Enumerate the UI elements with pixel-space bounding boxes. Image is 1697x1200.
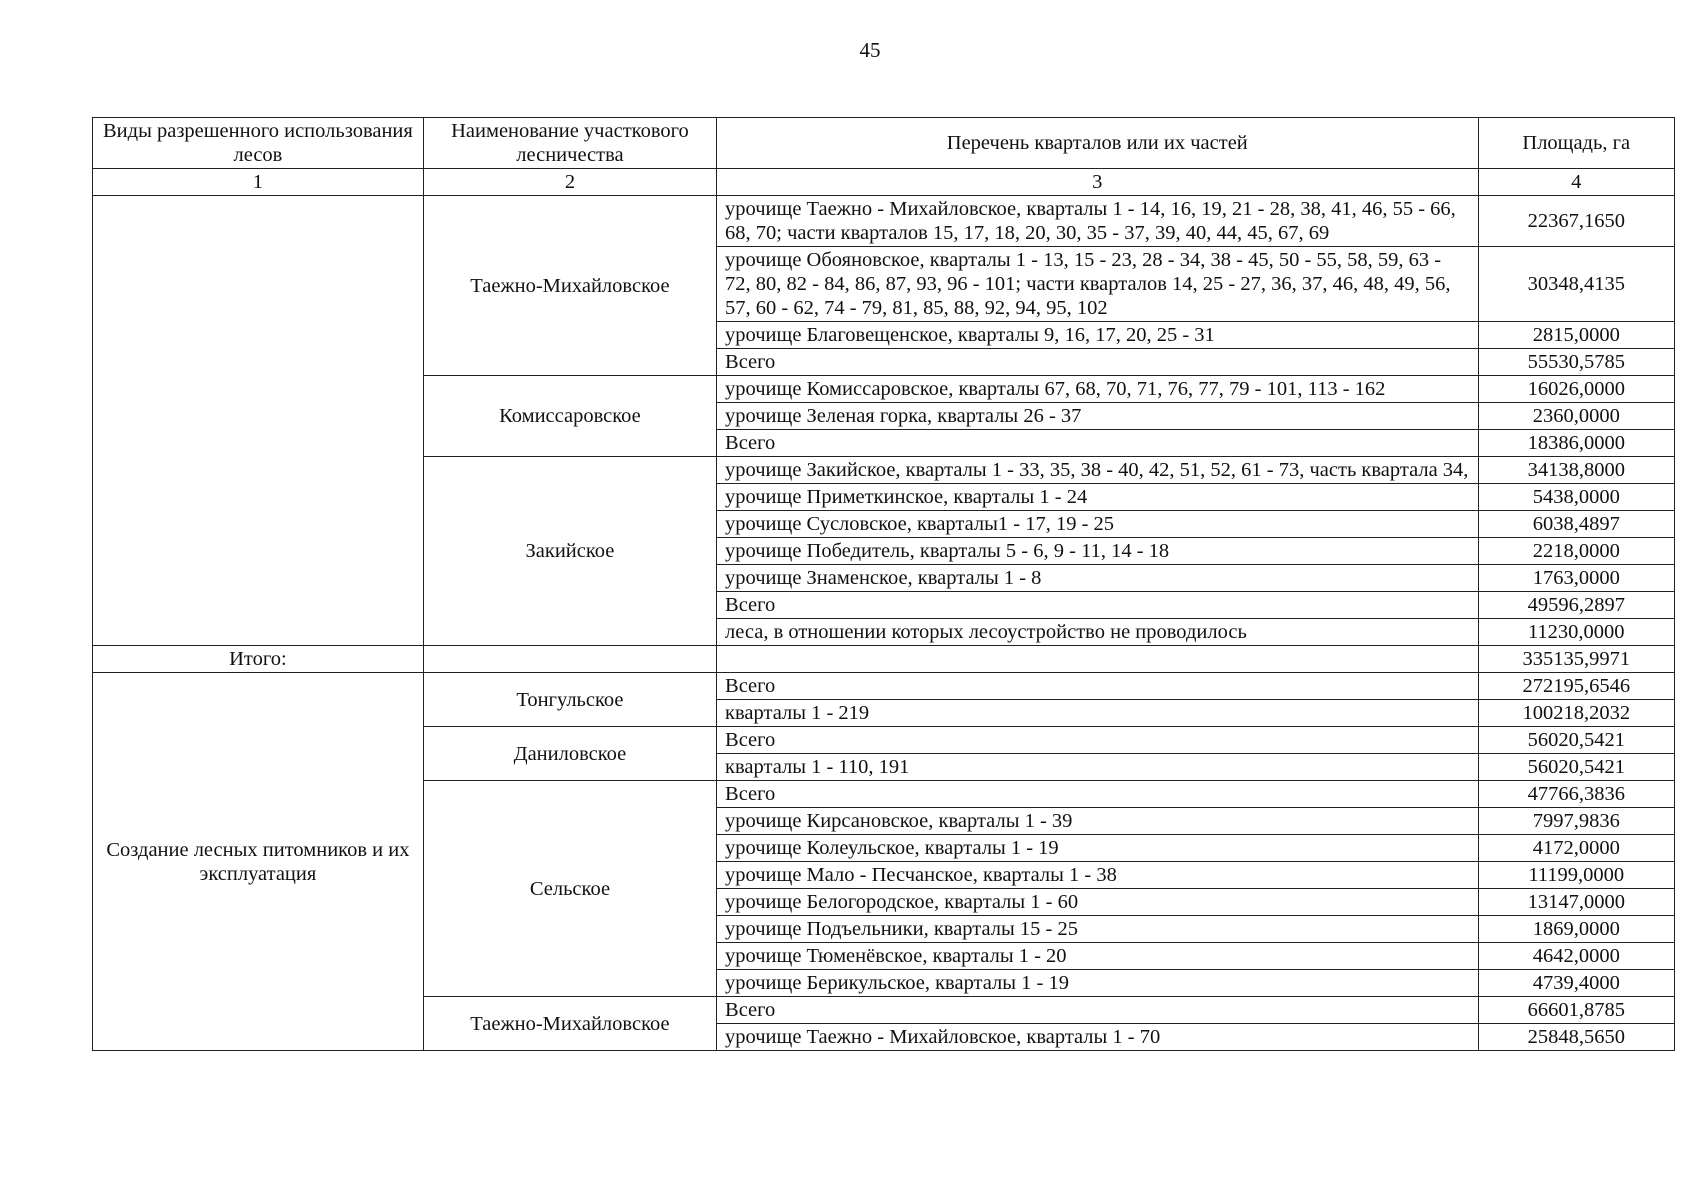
quarters-cell: урочище Мало - Песчанское, кварталы 1 - 38 [717,862,1478,889]
area-cell: 1869,0000 [1478,916,1675,943]
use-type-cell: Создание лесных питомников и их эксплуатация [93,673,424,1051]
header-use-type: Виды разрешенного использования лесов [93,118,424,169]
quarters-cell: урочище Приметкинское, кварталы 1 - 24 [717,484,1478,511]
area-cell: 4642,0000 [1478,943,1675,970]
header-row [93,118,1675,169]
area-cell: 2815,0000 [1478,322,1675,349]
area-cell: 11199,0000 [1478,862,1675,889]
area-cell: 2218,0000 [1478,538,1675,565]
quarters-cell: Всего [717,727,1478,754]
quarters-cell: урочище Сусловское, кварталы1 - 17, 19 - 25 [717,511,1478,538]
header-quarters-list: Перечень кварталов или их частей [717,118,1478,169]
area-cell: 4172,0000 [1478,835,1675,862]
quarters-cell: Всего [717,781,1478,808]
area-cell: 13147,0000 [1478,889,1675,916]
quarters-cell: леса, в отношении которых лесоустройство не проводилось [717,619,1478,646]
quarters-cell: урочище Зеленая горка, кварталы 26 - 37 [717,403,1478,430]
header-forestry-name: Наименование участкового лесничества [423,118,716,169]
quarters-cell: кварталы 1 - 110, 191 [717,754,1478,781]
area-cell: 66601,8785 [1478,997,1675,1024]
area-cell: 5438,0000 [1478,484,1675,511]
page-number: 45 [859,38,881,62]
area-cell: 49596,2897 [1478,592,1675,619]
header-area: Площадь, га [1478,118,1675,169]
quarters-cell: урочище Белогородское, кварталы 1 - 60 [717,889,1478,916]
area-cell: 18386,0000 [1478,430,1675,457]
total-row [93,646,1675,673]
quarters-cell: Всего [717,430,1478,457]
quarters-cell: урочище Благовещенское, кварталы 9, 16, 17, 20, 25 - 31 [717,322,1478,349]
quarters-cell: урочище Комиссаровское, кварталы 67, 68, 70, 71, 76, 77, 79 - 101, 113 - 162 [717,376,1478,403]
area-cell: 56020,5421 [1478,727,1675,754]
empty-cell [717,646,1478,673]
empty-cell [423,646,716,673]
area-cell: 6038,4897 [1478,511,1675,538]
column-number-row [93,169,1675,196]
forestry-name: Таежно-Михайловское [423,997,716,1051]
area-cell: 11230,0000 [1478,619,1675,646]
area-cell: 7997,9836 [1478,808,1675,835]
area-cell: 272195,6546 [1478,673,1675,700]
area-cell: 56020,5421 [1478,754,1675,781]
quarters-cell: урочище Колеульское, кварталы 1 - 19 [717,835,1478,862]
column-number: 4 [1478,169,1675,196]
quarters-cell: урочище Обояновское, кварталы 1 - 13, 15 - 23, 28 - 34, 38 - 45, 50 - 55, 58, 59, 63 - 72, 80, 82 - 84, 86, 87, 93, 96 - 101; части кварталов 14, 25 - 27, 36, 37, 46, 48, 49, 56, 57, 60 - 62, 74 - 79, 81, 85, 88, 92, 94, 95, 102 [717,247,1478,322]
area-cell: 22367,1650 [1478,196,1675,247]
forestry-name: Сельское [423,781,716,997]
forestry-name: Комиссаровское [423,376,716,457]
area-cell: 100218,2032 [1478,700,1675,727]
area-cell: 30348,4135 [1478,247,1675,322]
forestry-name: Закийское [423,457,716,646]
area-cell: 4739,4000 [1478,970,1675,997]
quarters-cell: урочище Закийское, кварталы 1 - 33, 35, 38 - 40, 42, 51, 52, 61 - 73, часть квартала 34, [717,457,1478,484]
quarters-cell: урочище Победитель, кварталы 5 - 6, 9 - 11, 14 - 18 [717,538,1478,565]
column-number: 2 [423,169,716,196]
quarters-cell: урочище Берикульское, кварталы 1 - 19 [717,970,1478,997]
forestry-name: Таежно-Михайловское [423,196,716,376]
quarters-cell: Всего [717,592,1478,619]
quarters-cell: урочище Подъельники, кварталы 15 - 25 [717,916,1478,943]
quarters-cell: урочище Кирсановское, кварталы 1 - 39 [717,808,1478,835]
column-number: 1 [93,169,424,196]
use-type-cell-empty [93,196,424,646]
total-label: Итого: [93,646,424,673]
forestry-name: Даниловское [423,727,716,781]
area-cell: 47766,3836 [1478,781,1675,808]
table-row [93,196,1675,247]
forestry-name: Тонгульское [423,673,716,727]
quarters-cell: Всего [717,349,1478,376]
area-cell: 25848,5650 [1478,1024,1675,1051]
quarters-cell: урочище Таежно - Михайловское, кварталы 1 - 14, 16, 19, 21 - 28, 38, 41, 46, 55 - 66, 68, 70; части кварталов 15, 17, 18, 20, 30, 35 - 37, 39, 40, 44, 45, 67, 69 [717,196,1478,247]
forest-use-table [92,117,1675,1051]
area-cell: 34138,8000 [1478,457,1675,484]
area-cell: 1763,0000 [1478,565,1675,592]
area-cell: 55530,5785 [1478,349,1675,376]
column-number: 3 [717,169,1478,196]
quarters-cell: кварталы 1 - 219 [717,700,1478,727]
area-cell: 2360,0000 [1478,403,1675,430]
quarters-cell: урочище Знаменское, кварталы 1 - 8 [717,565,1478,592]
quarters-cell: урочище Таежно - Михайловское, кварталы 1 - 70 [717,1024,1478,1051]
quarters-cell: урочище Тюменёвское, кварталы 1 - 20 [717,943,1478,970]
area-cell: 16026,0000 [1478,376,1675,403]
quarters-cell: Всего [717,673,1478,700]
total-area: 335135,9971 [1478,646,1675,673]
quarters-cell: Всего [717,997,1478,1024]
table-row [93,673,1675,700]
